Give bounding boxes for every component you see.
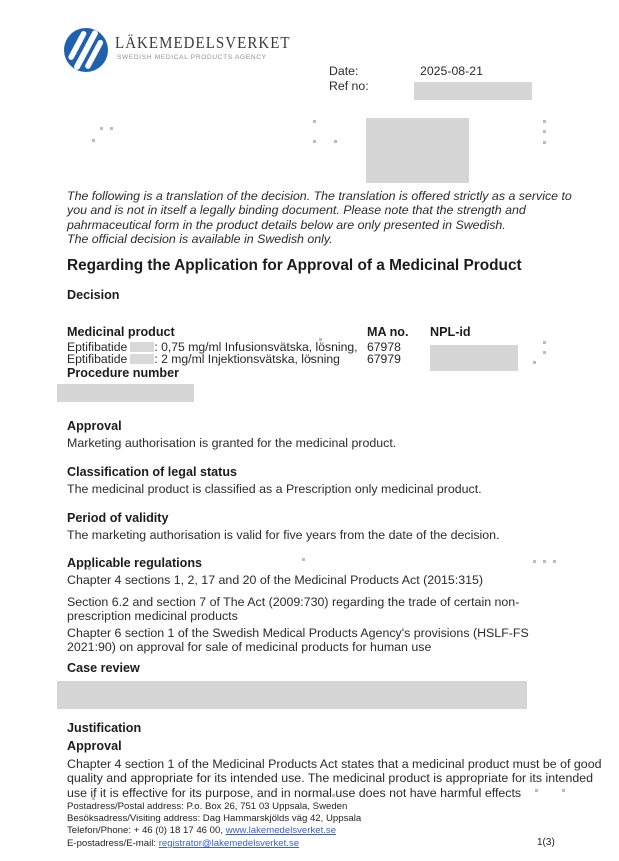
translation-note-line2: The official decision is available in Swedish only. [67,232,333,246]
refno-redaction [414,82,532,100]
document-title: Regarding the Application for Approval of a Medicinal Product [67,257,522,274]
redaction-speck [543,120,546,123]
case-review-heading: Case review [67,661,140,675]
regulations-p2: Section 6.2 and section 7 of The Act (2009:730) regarding the trade of certain non-prescription medicinal products [67,595,520,624]
procedure-number-label: Procedure number [67,366,179,380]
date-label: Date: [329,64,359,78]
recipient-redaction [366,118,469,183]
justification-subheading: Approval [67,739,122,753]
redaction-speck [543,341,546,344]
column-header-ma-no: MA no. [367,325,409,339]
product-name-redaction [130,342,154,352]
footer-phone: Telefon/Phone: + 46 (0) 18 17 46 00, [67,825,226,836]
email-link[interactable]: registrator@lakemedelsverket.se [158,838,300,849]
redaction-speck [543,130,546,133]
redaction-speck [543,141,546,144]
footer-phone-line [67,825,336,837]
footer-postal-address: Postadress/Postal address: P.o. Box 26, 751 03 Uppsala, Sweden [67,801,348,812]
procedure-number-redaction [57,384,194,402]
redaction-speck [313,140,316,143]
justification-body: Chapter 4 section 1 of the Medicinal Products Act states that a medicinal product must be of good quality and appropriate for its intended use. The medicinal product is appropriate for its intended use if it is effective for its purpose, and in normal use does not have harmful effects [67,757,602,800]
legal-status-body: The medicinal product is classified as a Prescription only medicinal product. [67,482,482,496]
approval-heading: Approval [67,419,122,433]
refno-label: Ref no: [329,79,369,93]
footer-email-label: E-postadress/E-mail: [67,838,159,849]
redaction-speck [543,351,546,354]
regulations-p1: Chapter 4 sections 1, 2, 17 and 20 of the Medicinal Products Act (2015:315) [67,573,484,587]
product-name-prefix: Eptifibatide [67,340,128,354]
redaction-speck [543,560,546,563]
column-header-medicinal-product: Medicinal product [67,325,175,339]
npl-id-redaction [430,345,518,371]
brand-name: LÄKEMEDELSVERKET [115,33,291,52]
redaction-speck [92,139,95,142]
justification-heading: Justification [67,721,142,735]
redaction-speck [533,560,536,563]
redaction-speck [553,560,556,563]
brand-tagline: SWEDISH MEDICAL PRODUCTS AGENCY [117,54,267,61]
product-row [67,353,340,366]
case-review-redaction [57,681,527,709]
redaction-speck [313,120,316,123]
column-header-npl-id: NPL-id [430,325,471,339]
product-name-suffix: : 0,75 mg/ml Infusionsvätska, lösning, [154,340,358,354]
product-name-suffix: : 2 mg/ml Injektionsvätska, lösning [154,352,340,366]
ma-number: 67979 [367,352,401,366]
validity-body: The marketing authorisation is valid for five years from the date of the decision. [67,528,500,542]
translation-note: The following is a translation of the decision. The translation is offered strictly as a service to you and is not in itself a legally binding document. Please note that the strength and pahrmaceutical form in the product details below are only presented in Swedish. [67,189,572,232]
product-name-prefix: Eptifibatide [67,352,128,366]
redaction-speck [533,361,536,364]
page-number: 1(3) [537,837,555,848]
validity-heading: Period of validity [67,511,169,525]
decision-heading: Decision [67,288,120,302]
legal-status-heading: Classification of legal status [67,465,238,479]
regulations-p3: Chapter 6 section 1 of the Swedish Medical Products Agency's provisions (HSLF-FS 2021:90) on approval for sale of medicinal products for human use [67,626,529,655]
regulations-heading: Applicable regulations [67,556,203,570]
redaction-speck [110,127,113,130]
redaction-speck [100,127,103,130]
product-name-redaction [130,354,154,364]
redaction-speck [302,558,305,561]
lakemedelsverket-logo-icon [63,27,109,78]
footer-visiting-address: Besöksadress/Visiting address: Dag Hammarskjölds väg 42, Uppsala [67,813,362,824]
approval-body: Marketing authorisation is granted for the medicinal product. [67,436,397,450]
date-value: 2025-08-21 [420,64,483,78]
redaction-speck [334,140,337,143]
footer-email-line [67,838,299,850]
ma-number: 67978 [367,340,401,354]
website-link[interactable]: www.lakemedelsverket.se [225,825,337,836]
